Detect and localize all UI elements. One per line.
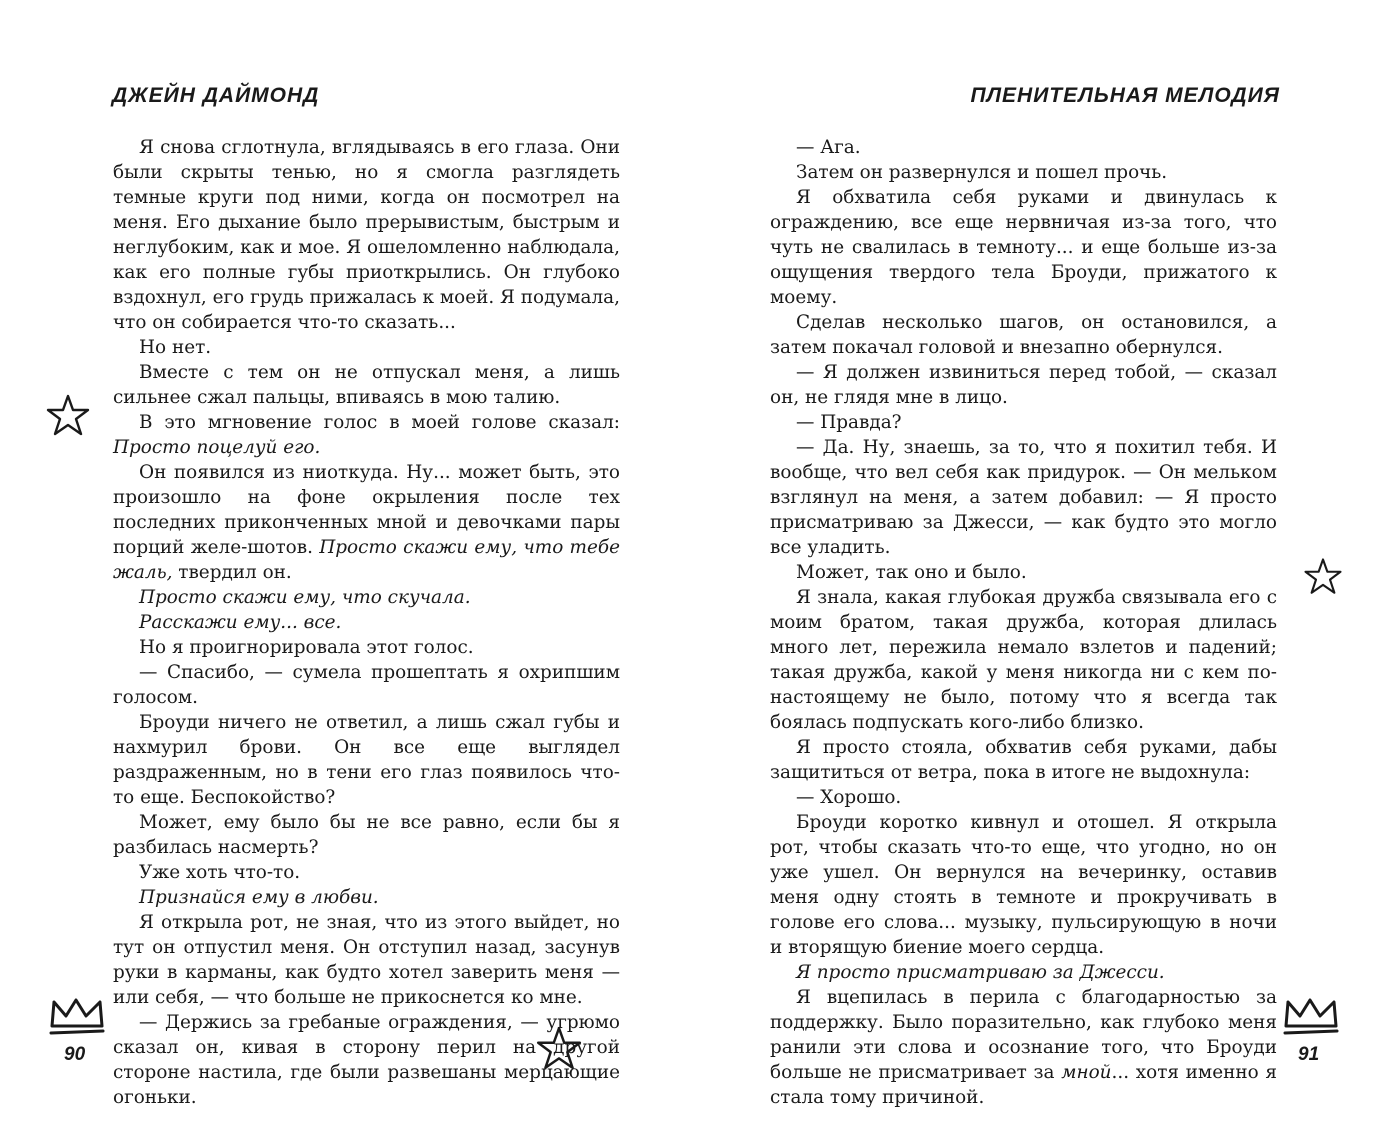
paragraph: Я обхватила себя руками и двинулась к ограждению, все еще нервничая из-за того, что чуть не свалилась в темноту... и еще больше из-за ощущения твердого тела Броуди, прижатого к моему. [770,187,1277,308]
paragraph: Сделав несколько шагов, он остановился, а затем покачал головой и внезапно обернулся. [770,312,1277,358]
paragraph [113,585,620,610]
crown-icon [1282,996,1340,1040]
right-page [696,0,1392,1125]
paragraph-text: ... [1111,1062,1136,1083]
left-page-text [113,135,620,1110]
paragraph [113,610,620,635]
paragraph: Но я проигнорировала этот голос. [139,637,474,658]
left-running-header: ДЖЕЙН ДАЙМОНД [112,84,320,107]
paragraph: — Держись за гребаные ограждения, — угрюмо сказал он, кивая в сторону перил на другой стороне настила, где были развешаны мерцающие огоньки. [113,1012,620,1108]
paragraph-text: В это мгновение голос в моей голове сказал: [139,412,620,433]
paragraph-text: Он появился из ниоткуда. Ну... может быть, это произошло на фоне окрыления после тех последних приконченных мной и девочками пары порций желе-шотов. [113,462,620,558]
paragraph-text: твердил он. [172,562,292,583]
paragraph [113,885,620,910]
italic-text: Я просто присматриваю за Джесси. [796,962,1165,983]
paragraph: — Я должен извиниться перед тобой, — сказал он, не глядя мне в лицо. [770,362,1277,408]
right-page-text [770,135,1277,1110]
paragraph: — Хорошо. [796,787,902,808]
italic-text: Просто скажи ему, что скучала. [139,587,471,608]
paragraph [113,460,620,585]
paragraph: Может, так оно и было. [796,562,1027,583]
paragraph [770,985,1277,1110]
paragraph-text: хотя именно я стала тому причиной. [770,1062,1278,1108]
paragraph: Я знала, какая глубокая дружба связывала его с моим братом, такая дружба, которая длилась много лет, пережила немало взлетов и падений; такая дружба, какой у меня никогда ни с кем по-настоящему не было, потому что я всегда так боялась подпускать кого-либо близко. [770,587,1277,733]
paragraph: Я просто стояла, обхватив себя руками, дабы защититься от ветра, пока в итоге не выдохнула: [770,737,1277,783]
right-running-header: ПЛЕНИТЕЛЬНАЯ МЕЛОДИЯ [970,84,1280,107]
paragraph: — Ага. [796,137,861,158]
paragraph: — Да. Ну, знаешь, за то, что я похитил тебя. И вообще, что вел себя как придурок. — Он мельком взглянул на меня, а затем добавил: — Я просто присматриваю за Джесси, — как будто это могло все уладить. [770,437,1277,558]
paragraph: Уже хоть что-то. [139,862,301,883]
star-icon [1302,556,1344,598]
italic-text: мной [1061,1062,1112,1083]
paragraph: Может, ему было бы не все равно, если бы я разбилась насмерть? [113,812,620,858]
italic-text: Просто скажи ему, что тебе жаль, [113,537,620,583]
paragraph [113,410,620,460]
italic-text: Расскажи ему... все. [139,612,342,633]
paragraph [770,960,1277,985]
star-icon [44,392,92,440]
italic-text: Признайся ему в любви. [139,887,379,908]
italic-text: Просто поцелуй его. [113,437,321,458]
paragraph: Затем он развернулся и пошел прочь. [796,162,1168,183]
paragraph: Вместе с тем он не отпускал меня, а лишь сильнее сжал пальцы, впиваясь в мою талию. [113,362,620,408]
paragraph: Но нет. [139,337,212,358]
paragraph-text: Я вцепилась в перила с благодарностью за поддержку. Было поразительно, как глубоко меня ранили эти слова и осознание того, что Броуди больше не присматривает за [770,987,1277,1083]
paragraph: Броуди коротко кивнул и отошел. Я открыла рот, чтобы сказать что-то еще, что угодно, но он уже ушел. Он вернулся на вечеринку, оставив меня одну стоять в темноте и прокручивать в голове его слова... музыку, пульсирующую в ночи и вторящую биение моего сердца. [770,812,1277,958]
page-number: 90 [64,1044,86,1065]
page-number: 91 [1298,1044,1320,1065]
paragraph: Броуди ничего не ответил, а лишь сжал губы и нахмурил брови. Он все еще выглядел раздраженным, но в тени его глаз появилось что-то еще. Беспокойство? [113,712,620,808]
paragraph: — Правда? [796,412,902,433]
star-icon [534,1024,584,1074]
paragraph: Я открыла рот, не зная, что из этого выйдет, но тут он отпустил меня. Он отступил назад, засунув руки в карманы, как будто хотел заверить меня — или себя, — что больше не прикоснется ко мне. [113,912,620,1008]
paragraph: Я снова сглотнула, вглядываясь в его глаза. Они были скрыты тенью, но я смогла разглядеть темные круги под ними, когда он посмотрел на меня. Его дыхание было прерывистым, быстрым и неглубоким, как и мое. Я ошеломленно наблюдала, как его полные губы приоткрылись. Он глубоко вздохнул, его грудь прижалась к моей. Я подумала, что он собирается что-то сказать... [113,137,620,333]
crown-icon [48,996,106,1040]
paragraph: — Спасибо, — сумела прошептать я охрипшим голосом. [113,662,620,708]
